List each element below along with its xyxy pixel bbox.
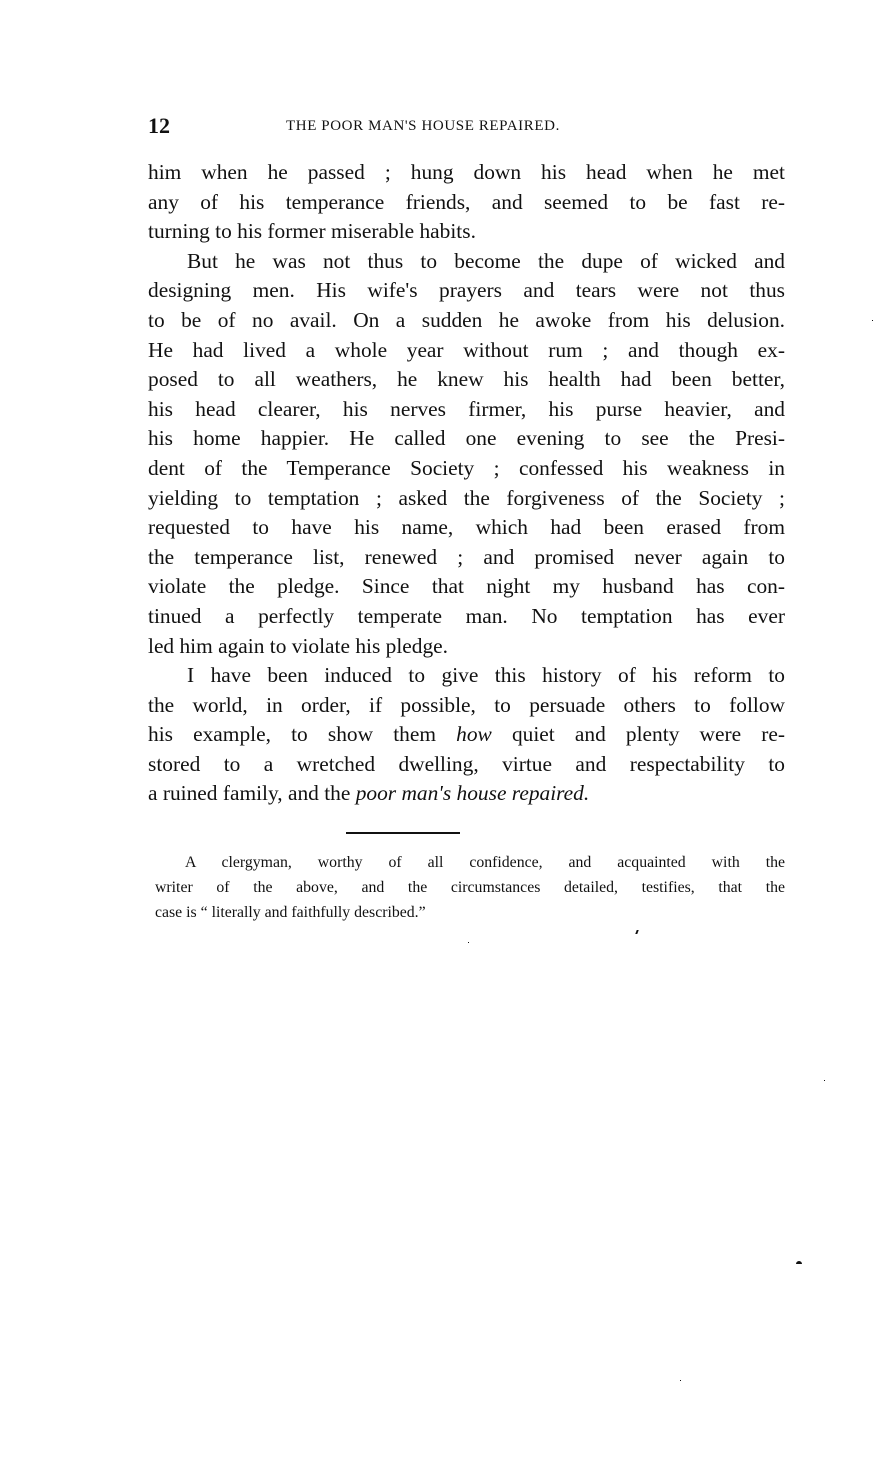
text-line: to be of no avail. On a sudden he awoke from his delusion. — [148, 307, 785, 332]
text-line: led him again to violate his pledge. — [148, 633, 448, 658]
text-line: the world, in order, if possible, to persuade others to follow — [148, 692, 785, 717]
text-line — [148, 720, 785, 750]
text-line: the temperance list, renewed ; and promised never again to — [148, 544, 785, 569]
text-line: dent of the Temperance Society ; confessed his weakness in — [148, 455, 785, 480]
running-title: THE POOR MAN'S HOUSE REPAIRED. — [286, 118, 560, 134]
scan-speck — [468, 942, 469, 943]
italic-emphasis: how — [456, 722, 492, 747]
text-line: stored to a wretched dwelling, virtue and respectability to — [148, 751, 785, 776]
footnote-line: case is “ literally and faithfully described.” — [155, 904, 426, 921]
text-segment: a ruined family, and the — [148, 781, 356, 806]
paragraph-start-line: But he was not thus to become the dupe of wicked and — [187, 248, 785, 273]
running-head — [148, 113, 785, 139]
body-text — [148, 158, 785, 809]
italic-emphasis: poor man's house repaired. — [355, 781, 590, 806]
text-line: him when he passed ; hung down his head when he met — [148, 160, 785, 184]
text-line: violate the pledge. Since that night my husband has con- — [148, 574, 785, 599]
text-line: He had lived a whole year without rum ; and though ex- — [148, 337, 785, 362]
text-line: posed to all weathers, he knew his health had been better, — [148, 367, 785, 392]
section-separator-rule — [346, 832, 460, 834]
text-line: his head clearer, his nerves firmer, his purse heavier, and — [148, 396, 785, 421]
footnote-line: A clergyman, worthy of all confidence, and acquainted with the — [185, 854, 785, 871]
scan-speck — [680, 1380, 681, 1381]
footnote — [155, 850, 785, 925]
footnote-line: writer of the above, and the circumstances detailed, testifies, that the — [155, 879, 785, 896]
text-line: tinued a perfectly temperate man. No temptation has ever — [148, 603, 785, 628]
text-line: turning to his former miserable habits. — [148, 219, 476, 244]
scan-speck — [635, 930, 638, 934]
paragraph-start-line: I have been induced to give this history of his reform to — [187, 663, 785, 688]
scan-speck — [872, 320, 873, 321]
text-line: yielding to temptation ; asked the forgiveness of the Society ; — [148, 485, 785, 510]
text-line: requested to have his name, which had been erased from — [148, 515, 785, 540]
text-line — [148, 779, 785, 809]
text-line: his home happier. He called one evening to see the Presi- — [148, 426, 785, 451]
text-segment: quiet and plenty were re- — [491, 722, 785, 747]
text-line: any of his temperance friends, and seemed to be fast re- — [148, 189, 785, 214]
scan-speck — [796, 1261, 802, 1264]
page-number: 12 — [148, 113, 170, 138]
text-segment: his example, to show them — [148, 722, 457, 747]
scan-speck — [824, 1080, 825, 1081]
text-line: designing men. His wife's prayers and tears were not thus — [148, 278, 785, 303]
